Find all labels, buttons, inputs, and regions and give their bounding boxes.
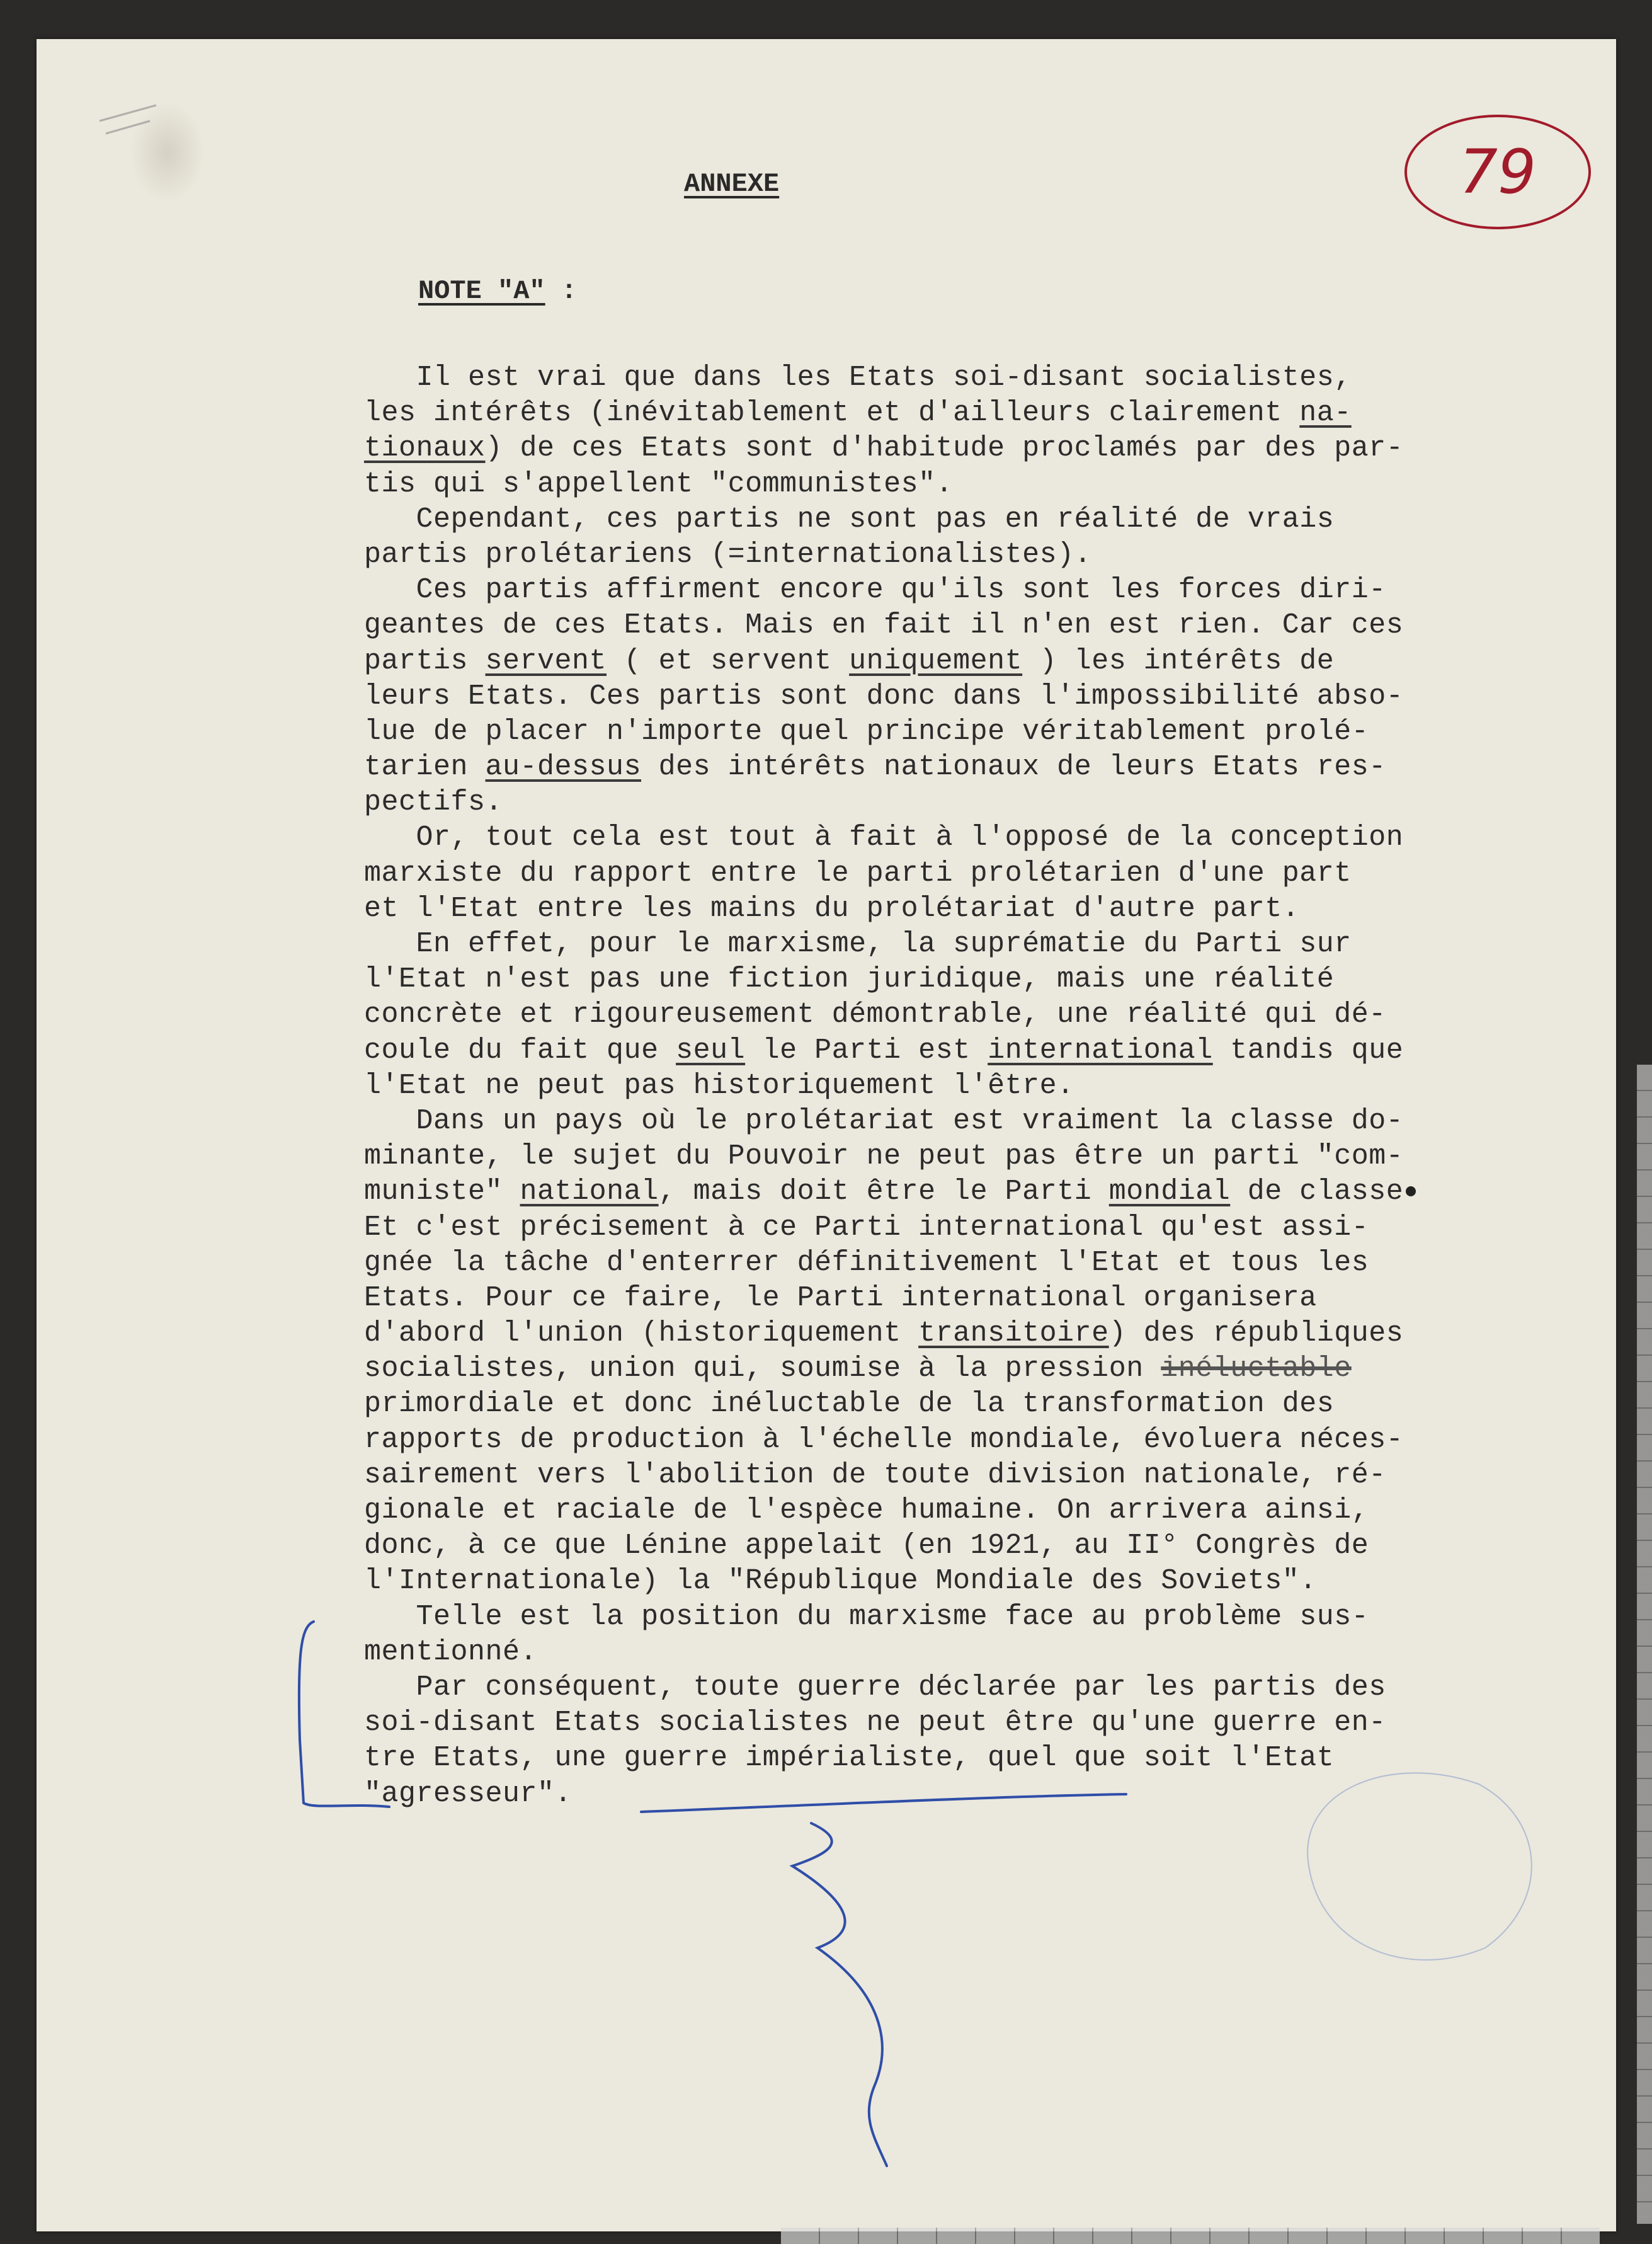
text-segment: Cependant, ces partis ne sont pas en réalité de vrais	[364, 503, 1335, 535]
text-segment: pectifs.	[364, 786, 503, 819]
text-segment: Etats. Pour ce faire, le Parti international organisera	[364, 1281, 1317, 1314]
text-segment: lue de placer n'importe quel principe véritablement prolé-	[364, 715, 1369, 748]
text-line	[364, 1493, 1611, 1528]
underlined-word: na-	[1299, 397, 1352, 430]
note-heading	[418, 276, 577, 306]
text-line	[364, 1423, 1611, 1458]
text-segment: Ces partis affirment encore qu'ils sont les forces diri-	[364, 574, 1386, 607]
underlined-word: national	[520, 1176, 659, 1208]
text-line	[364, 1174, 1611, 1210]
text-line	[364, 1564, 1611, 1599]
text-line	[364, 467, 1611, 502]
struck-word: inéluctable	[1161, 1353, 1352, 1385]
text-line	[364, 1351, 1611, 1387]
text-line	[364, 1210, 1611, 1245]
text-segment: gnée la tâche d'enterrer définitivement l'Etat et tous les	[364, 1246, 1369, 1279]
text-line	[364, 1670, 1611, 1705]
text-segment: gionale et raciale de l'espèce humaine. On arrivera ainsi,	[364, 1494, 1369, 1526]
underlined-word: servent	[485, 644, 607, 677]
folio-number: 79	[1459, 137, 1537, 207]
page-title: ANNEXE	[684, 169, 780, 199]
text-line	[364, 1705, 1611, 1741]
text-line	[364, 396, 1611, 431]
text-segment: ) des républiques	[1108, 1317, 1404, 1350]
text-line	[364, 1281, 1611, 1316]
text-segment: En effet, pour le marxisme, la suprématie du Parti sur	[364, 928, 1352, 960]
text-line	[364, 1104, 1611, 1139]
text-line	[364, 608, 1611, 643]
text-segment: Par conséquent, toute guerre déclarée par les partis des	[364, 1671, 1386, 1703]
text-segment: tandis que	[1212, 1034, 1404, 1067]
text-segment: partis	[364, 644, 486, 677]
text-segment: concrète et rigoureusement démontrable, une réalité qui dé-	[364, 999, 1386, 1031]
text-segment: muniste"	[364, 1176, 520, 1208]
underlined-word: seul	[676, 1034, 746, 1067]
text-segment: et l'Etat entre les mains du prolétariat d'autre part.	[364, 892, 1300, 925]
text-line	[364, 1741, 1611, 1776]
text-segment: Or, tout cela est tout à fait à l'opposé de la conception	[364, 821, 1404, 854]
text-segment: marxiste du rapport entre le parti prolétarien d'une part	[364, 857, 1352, 890]
text-segment: des intérêts nationaux de leurs Etats res-	[641, 751, 1386, 784]
text-line	[364, 431, 1611, 466]
text-segment: soi-disant Etats socialistes ne peut être qu'une guerre en-	[364, 1707, 1386, 1739]
archive-scale-strip	[1637, 1065, 1652, 2224]
text-segment: l'Internationale) la "République Mondiale des Soviets".	[364, 1565, 1317, 1598]
text-segment: socialistes, union qui, soumise à la pression	[364, 1353, 1161, 1385]
text-segment: le Parti est	[745, 1034, 988, 1067]
text-segment: les intérêts (inévitablement et d'ailleurs clairement	[364, 397, 1300, 430]
text-line	[364, 1387, 1611, 1422]
signature-vertical-stroke	[792, 1823, 887, 2166]
text-segment: coule du fait que	[364, 1034, 676, 1067]
text-line	[364, 785, 1611, 820]
text-segment: sairement vers l'abolition de toute division nationale, ré-	[364, 1458, 1386, 1491]
text-segment: minante, le sujet du Pouvoir ne peut pas être un parti "com-	[364, 1140, 1404, 1173]
text-line	[364, 1600, 1611, 1635]
text-segment: tis qui s'appellent "communistes".	[364, 467, 954, 500]
text-segment: mentionné.	[364, 1635, 538, 1668]
text-line	[364, 962, 1611, 997]
text-segment: tarien	[364, 751, 486, 784]
underlined-word: uniquement	[849, 644, 1023, 677]
paper-stain	[130, 102, 205, 203]
underlined-word: au-dessus	[485, 751, 642, 784]
text-line	[364, 644, 1611, 679]
text-line	[364, 1033, 1611, 1068]
note-heading-colon: :	[561, 276, 578, 306]
text-segment: ) les intérêts de	[1022, 644, 1335, 677]
text-segment: Dans un pays où le prolétariat est vraiment la classe do-	[364, 1104, 1404, 1137]
underlined-word: tionaux	[364, 432, 486, 465]
text-segment: Et c'est précisement à ce Parti international qu'est assi-	[364, 1211, 1369, 1244]
text-segment: ) de ces Etats sont d'habitude proclamés par des par-	[485, 432, 1404, 465]
text-line	[364, 679, 1611, 714]
text-segment: l'Etat ne peut pas historiquement l'être.	[364, 1069, 1074, 1102]
text-line	[364, 502, 1611, 537]
text-line	[364, 927, 1611, 962]
text-segment: primordiale et donc inéluctable de la transformation des	[364, 1388, 1335, 1421]
text-line	[364, 1316, 1611, 1351]
text-segment: tre Etats, une guerre impérialiste, quel que soit l'Etat	[364, 1742, 1335, 1775]
text-line	[364, 1635, 1611, 1670]
text-line	[364, 750, 1611, 785]
text-line	[364, 1068, 1611, 1104]
text-line	[364, 537, 1611, 573]
text-segment: rapports de production à l'échelle mondiale, évoluera néces-	[364, 1423, 1404, 1456]
text-segment: Telle est la position du marxisme face au problème sus-	[364, 1600, 1369, 1633]
text-line	[364, 360, 1611, 396]
text-line	[364, 856, 1611, 891]
text-segment: Il est vrai que dans les Etats soi-disant socialistes,	[364, 362, 1352, 394]
underlined-word: transitoire	[918, 1317, 1109, 1350]
archive-ruler	[781, 2228, 1600, 2244]
document-page	[37, 39, 1616, 2231]
text-line	[364, 997, 1611, 1033]
folio-circle	[1404, 115, 1591, 229]
text-segment: ( et servent	[607, 644, 850, 677]
underlined-word: mondial	[1108, 1176, 1231, 1208]
text-line	[364, 1777, 1611, 1812]
text-segment: de classe	[1230, 1176, 1404, 1208]
ink-blot	[1406, 1186, 1416, 1196]
text-line	[364, 820, 1611, 856]
underlined-word: international	[988, 1034, 1213, 1067]
text-line	[364, 1245, 1611, 1281]
text-segment: "agresseur".	[364, 1777, 573, 1810]
text-line	[364, 1139, 1611, 1174]
text-line	[364, 573, 1611, 608]
text-segment: l'Etat n'est pas une fiction juridique, mais une réalité	[364, 963, 1335, 996]
text-segment: partis prolétariens (=internationalistes).	[364, 538, 1092, 571]
text-line	[364, 1528, 1611, 1564]
note-heading-label: NOTE "A"	[418, 276, 545, 306]
text-line	[364, 714, 1611, 750]
text-line	[364, 891, 1611, 927]
body-text	[364, 360, 1611, 1812]
text-segment: d'abord l'union (historiquement	[364, 1317, 919, 1350]
text-line	[364, 1458, 1611, 1493]
text-segment: , mais doit être le Parti	[658, 1176, 1109, 1208]
text-segment: leurs Etats. Ces partis sont donc dans l'impossibilité abso-	[364, 680, 1404, 713]
text-segment: donc, à ce que Lénine appelait (en 1921, au II° Congrès de	[364, 1530, 1369, 1562]
text-segment: geantes de ces Etats. Mais en fait il n'en est rien. Car ces	[364, 609, 1404, 642]
